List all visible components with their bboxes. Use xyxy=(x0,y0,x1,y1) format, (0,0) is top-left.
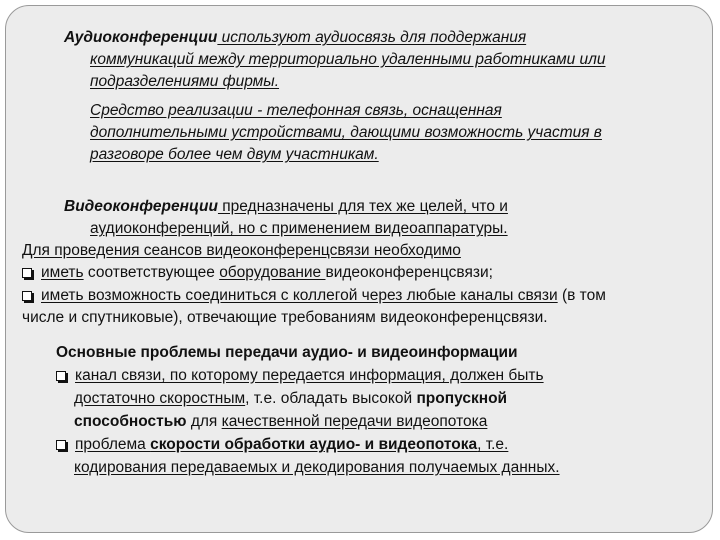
checkbox-bullet-icon xyxy=(56,440,66,450)
audio-paragraph-line-2: коммуникаций между территориально удаленными работниками или xyxy=(90,51,606,68)
problems-heading: Основные проблемы передачи аудио- и видеоинформации xyxy=(56,344,518,361)
checkbox-bullet-icon xyxy=(22,291,32,301)
video-list-item-1 xyxy=(22,263,493,282)
problem1-line3b: для xyxy=(186,413,222,430)
audio-means-line-1: Средство реализации - телефонная связь, оснащенная xyxy=(90,102,502,119)
item2-part1: иметь возможность соединиться с коллегой через любые каналы связи xyxy=(41,287,558,304)
video-line1-text: предназначены для тех же целей, что и xyxy=(217,198,508,215)
video-paragraph-line-2: аудиоконференций, но с применением видеоаппаратуры. xyxy=(90,220,508,237)
problem1-line1: канал связи, по которому передается информация, должен быть xyxy=(75,367,544,384)
audio-paragraph-line-3: подразделениями фирмы. xyxy=(90,73,280,90)
problem1-line2b: , т.е. обладать высокой xyxy=(245,390,417,407)
video-requirement: Для проведения сеансов видеоконференцсвязи необходимо xyxy=(22,242,461,259)
checkbox-bullet-icon xyxy=(56,371,66,381)
checkbox-bullet-icon xyxy=(22,268,32,278)
slide xyxy=(5,5,713,533)
problem1-line3a: способностью xyxy=(74,413,187,430)
problems-item-1-line-2 xyxy=(74,389,507,408)
video-list-item-2 xyxy=(22,286,606,305)
audio-term: Аудиоконференции xyxy=(64,29,218,46)
problems-item-1-line-1 xyxy=(56,366,544,385)
audio-line1-text: используют аудиосвязь для поддержания xyxy=(217,29,527,46)
item1-part4: видеоконференцсвязи; xyxy=(325,264,493,281)
problem2-line1a: проблема xyxy=(75,436,151,453)
problem1-line2a: достаточно скоростным xyxy=(74,390,246,407)
video-paragraph-line-1 xyxy=(64,197,508,216)
problems-item-2-line-1 xyxy=(56,435,508,454)
problem2-line1c: , т.е. xyxy=(477,436,509,453)
problem1-line2c: пропускной xyxy=(416,390,508,407)
item2-part2: (в том xyxy=(557,287,606,304)
audio-paragraph-line-1 xyxy=(64,28,526,47)
video-list-item-2-line-2: числе и спутниковые), отвечающие требованиям видеоконференцсвязи. xyxy=(22,309,548,326)
item1-part1: иметь xyxy=(41,264,84,281)
problems-item-2-line-2: кодирования передаваемых и декодирования получаемых данных. xyxy=(74,459,560,476)
item1-part3: оборудование xyxy=(219,264,326,281)
problems-item-1-line-3 xyxy=(74,412,487,431)
problem2-line1b: скорости обработки аудио- и видеопотока xyxy=(150,436,478,453)
video-term: Видеоконференции xyxy=(64,198,218,215)
problem1-line3c: качественной передачи видеопотока xyxy=(221,413,488,430)
item1-part2: соответствующее xyxy=(83,264,220,281)
audio-means-line-2: дополнительными устройствами, дающими возможность участия в xyxy=(90,124,602,141)
audio-means-line-3: разговоре более чем двум участникам. xyxy=(90,146,379,163)
